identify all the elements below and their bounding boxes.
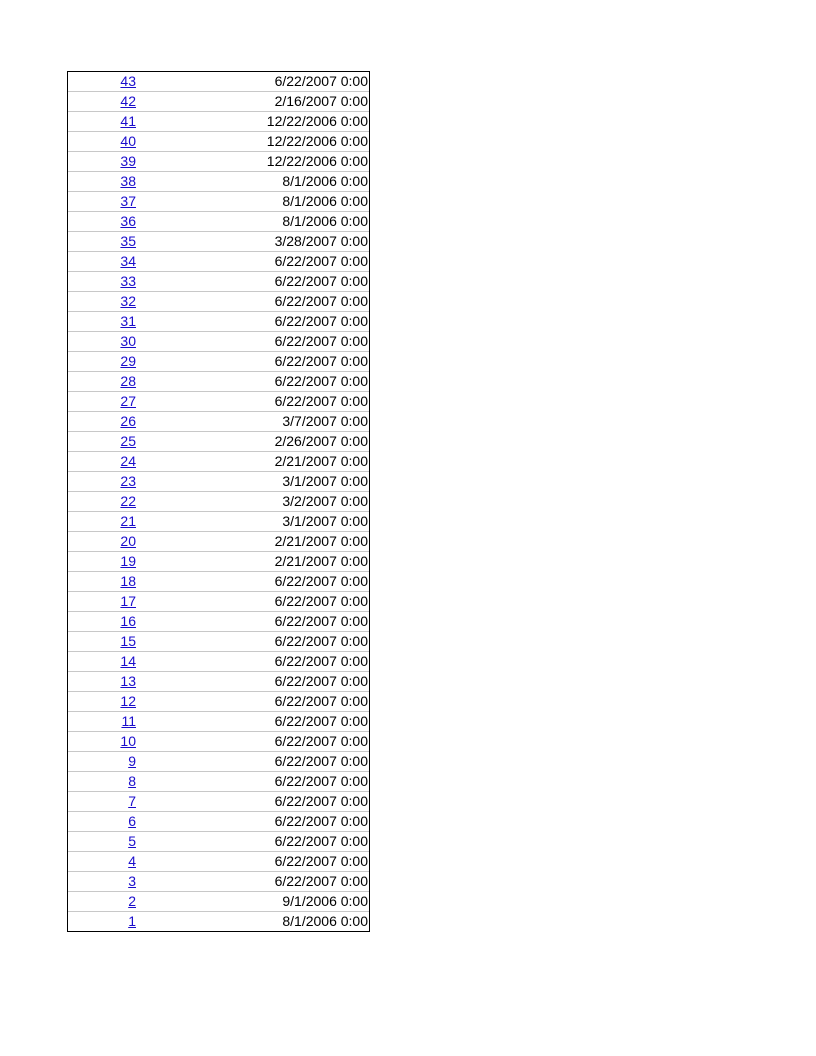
id-cell bbox=[68, 312, 137, 332]
record-id-link[interactable]: 37 bbox=[120, 193, 136, 209]
id-cell bbox=[68, 72, 137, 92]
record-id-link[interactable]: 30 bbox=[120, 333, 136, 349]
table-row bbox=[68, 572, 369, 592]
date-cell: 6/22/2007 0:00 bbox=[137, 772, 369, 792]
spreadsheet-table bbox=[67, 71, 370, 932]
date-cell: 2/21/2007 0:00 bbox=[137, 552, 369, 572]
record-id-link[interactable]: 12 bbox=[120, 693, 136, 709]
record-id-link[interactable]: 43 bbox=[120, 73, 136, 89]
table-row bbox=[68, 452, 369, 472]
date-cell: 12/22/2006 0:00 bbox=[137, 132, 369, 152]
record-id-link[interactable]: 38 bbox=[120, 173, 136, 189]
table-row bbox=[68, 532, 369, 552]
table-row bbox=[68, 812, 369, 832]
record-id-link[interactable]: 24 bbox=[120, 453, 136, 469]
table-body bbox=[68, 72, 369, 931]
table-row bbox=[68, 252, 369, 272]
table-row bbox=[68, 432, 369, 452]
record-id-link[interactable]: 29 bbox=[120, 353, 136, 369]
record-id-link[interactable]: 35 bbox=[120, 233, 136, 249]
record-id-link[interactable]: 13 bbox=[120, 673, 136, 689]
date-cell: 2/26/2007 0:00 bbox=[137, 432, 369, 452]
date-cell: 9/1/2006 0:00 bbox=[137, 892, 369, 912]
table-row bbox=[68, 512, 369, 532]
date-cell: 6/22/2007 0:00 bbox=[137, 872, 369, 892]
record-id-link[interactable]: 9 bbox=[128, 753, 136, 769]
id-cell bbox=[68, 632, 137, 652]
id-cell bbox=[68, 132, 137, 152]
id-cell bbox=[68, 112, 137, 132]
date-cell: 6/22/2007 0:00 bbox=[137, 612, 369, 632]
table-row bbox=[68, 832, 369, 852]
date-cell: 12/22/2006 0:00 bbox=[137, 152, 369, 172]
id-cell bbox=[68, 712, 137, 732]
date-cell: 6/22/2007 0:00 bbox=[137, 572, 369, 592]
table-row bbox=[68, 692, 369, 712]
id-cell bbox=[68, 452, 137, 472]
table-row bbox=[68, 72, 369, 92]
record-id-link[interactable]: 32 bbox=[120, 293, 136, 309]
record-id-link[interactable]: 33 bbox=[120, 273, 136, 289]
id-cell bbox=[68, 172, 137, 192]
date-cell: 6/22/2007 0:00 bbox=[137, 832, 369, 852]
record-id-link[interactable]: 8 bbox=[128, 773, 136, 789]
table-row bbox=[68, 212, 369, 232]
table-row bbox=[68, 672, 369, 692]
date-cell: 3/2/2007 0:00 bbox=[137, 492, 369, 512]
id-cell bbox=[68, 672, 137, 692]
table-row bbox=[68, 112, 369, 132]
date-cell: 6/22/2007 0:00 bbox=[137, 712, 369, 732]
id-cell bbox=[68, 472, 137, 492]
table-row bbox=[68, 132, 369, 152]
table-row bbox=[68, 92, 369, 112]
id-cell bbox=[68, 232, 137, 252]
date-cell: 6/22/2007 0:00 bbox=[137, 332, 369, 352]
table-row bbox=[68, 772, 369, 792]
date-cell: 6/22/2007 0:00 bbox=[137, 632, 369, 652]
table-row bbox=[68, 232, 369, 252]
table-row bbox=[68, 352, 369, 372]
record-id-link[interactable]: 11 bbox=[121, 713, 136, 729]
record-id-link[interactable]: 16 bbox=[120, 613, 136, 629]
record-id-link[interactable]: 10 bbox=[120, 733, 136, 749]
date-cell: 8/1/2006 0:00 bbox=[137, 212, 369, 232]
id-cell bbox=[68, 792, 137, 812]
record-id-link[interactable]: 22 bbox=[120, 493, 136, 509]
id-cell bbox=[68, 552, 137, 572]
table-row bbox=[68, 312, 369, 332]
date-cell: 6/22/2007 0:00 bbox=[137, 652, 369, 672]
id-cell bbox=[68, 392, 137, 412]
id-cell bbox=[68, 372, 137, 392]
record-id-link[interactable]: 25 bbox=[120, 433, 136, 449]
date-cell: 8/1/2006 0:00 bbox=[137, 172, 369, 192]
date-cell: 2/21/2007 0:00 bbox=[137, 452, 369, 472]
date-cell: 6/22/2007 0:00 bbox=[137, 312, 369, 332]
table-row bbox=[68, 472, 369, 492]
id-cell bbox=[68, 212, 137, 232]
table-row bbox=[68, 892, 369, 912]
id-cell bbox=[68, 592, 137, 612]
record-id-link[interactable]: 31 bbox=[120, 313, 136, 329]
id-cell bbox=[68, 532, 137, 552]
date-cell: 6/22/2007 0:00 bbox=[137, 732, 369, 752]
table-row bbox=[68, 292, 369, 312]
record-id-link[interactable]: 4 bbox=[128, 853, 136, 869]
id-cell bbox=[68, 612, 137, 632]
id-cell bbox=[68, 772, 137, 792]
record-id-link[interactable]: 17 bbox=[120, 593, 136, 609]
record-id-link[interactable]: 5 bbox=[128, 833, 136, 849]
id-cell bbox=[68, 332, 137, 352]
id-cell bbox=[68, 252, 137, 272]
date-cell: 3/7/2007 0:00 bbox=[137, 412, 369, 432]
record-id-link[interactable]: 2 bbox=[128, 893, 136, 909]
date-cell: 6/22/2007 0:00 bbox=[137, 792, 369, 812]
id-cell bbox=[68, 872, 137, 892]
id-cell bbox=[68, 752, 137, 772]
id-cell bbox=[68, 192, 137, 212]
date-cell: 6/22/2007 0:00 bbox=[137, 852, 369, 872]
record-id-link[interactable]: 20 bbox=[120, 533, 136, 549]
table-row bbox=[68, 412, 369, 432]
table-row bbox=[68, 192, 369, 212]
date-cell: 6/22/2007 0:00 bbox=[137, 752, 369, 772]
date-cell: 12/22/2006 0:00 bbox=[137, 112, 369, 132]
date-cell: 6/22/2007 0:00 bbox=[137, 812, 369, 832]
table-row bbox=[68, 392, 369, 412]
id-cell bbox=[68, 292, 137, 312]
record-id-link[interactable]: 28 bbox=[120, 373, 136, 389]
date-cell: 6/22/2007 0:00 bbox=[137, 372, 369, 392]
date-cell: 2/21/2007 0:00 bbox=[137, 532, 369, 552]
record-id-link[interactable]: 18 bbox=[120, 573, 136, 589]
table-row bbox=[68, 872, 369, 892]
table-row bbox=[68, 732, 369, 752]
id-cell bbox=[68, 732, 137, 752]
id-cell bbox=[68, 852, 137, 872]
id-cell bbox=[68, 352, 137, 372]
record-id-link[interactable]: 27 bbox=[120, 393, 136, 409]
table-row bbox=[68, 592, 369, 612]
id-cell bbox=[68, 492, 137, 512]
table-row bbox=[68, 632, 369, 652]
table-row bbox=[68, 272, 369, 292]
id-cell bbox=[68, 912, 137, 932]
date-cell: 6/22/2007 0:00 bbox=[137, 672, 369, 692]
record-id-link[interactable]: 39 bbox=[120, 153, 136, 169]
id-cell bbox=[68, 692, 137, 712]
id-cell bbox=[68, 812, 137, 832]
record-id-link[interactable]: 42 bbox=[120, 93, 136, 109]
table-row bbox=[68, 172, 369, 192]
table-row bbox=[68, 332, 369, 352]
date-cell: 6/22/2007 0:00 bbox=[137, 272, 369, 292]
date-cell: 3/28/2007 0:00 bbox=[137, 232, 369, 252]
date-cell: 3/1/2007 0:00 bbox=[137, 472, 369, 492]
table-row bbox=[68, 912, 369, 932]
record-id-link[interactable]: 14 bbox=[120, 653, 136, 669]
table-row bbox=[68, 752, 369, 772]
table-row bbox=[68, 612, 369, 632]
record-id-link[interactable]: 15 bbox=[120, 633, 136, 649]
table-row bbox=[68, 152, 369, 172]
id-cell bbox=[68, 272, 137, 292]
date-cell: 3/1/2007 0:00 bbox=[137, 512, 369, 532]
date-cell: 6/22/2007 0:00 bbox=[137, 392, 369, 412]
record-id-link[interactable]: 40 bbox=[120, 133, 136, 149]
table-row bbox=[68, 372, 369, 392]
table-row bbox=[68, 712, 369, 732]
record-id-link[interactable]: 34 bbox=[120, 253, 136, 269]
id-cell bbox=[68, 152, 137, 172]
record-id-link[interactable]: 6 bbox=[128, 813, 136, 829]
id-cell bbox=[68, 432, 137, 452]
record-id-link[interactable]: 23 bbox=[120, 473, 136, 489]
id-cell bbox=[68, 892, 137, 912]
record-id-link[interactable]: 36 bbox=[120, 213, 136, 229]
date-cell: 2/16/2007 0:00 bbox=[137, 92, 369, 112]
date-cell: 6/22/2007 0:00 bbox=[274, 73, 368, 89]
id-cell bbox=[68, 512, 137, 532]
id-cell bbox=[68, 832, 137, 852]
table-row bbox=[68, 792, 369, 812]
record-id-link[interactable]: 26 bbox=[120, 413, 136, 429]
date-cell: 8/1/2006 0:00 bbox=[137, 912, 369, 932]
record-id-link[interactable]: 3 bbox=[128, 873, 136, 889]
table-row bbox=[68, 492, 369, 512]
date-cell: 6/22/2007 0:00 bbox=[137, 592, 369, 612]
id-cell bbox=[68, 92, 137, 112]
record-id-link[interactable]: 7 bbox=[128, 793, 136, 809]
date-cell: 6/22/2007 0:00 bbox=[137, 252, 369, 272]
date-cell: 8/1/2006 0:00 bbox=[137, 192, 369, 212]
records-table bbox=[68, 72, 369, 931]
table-row bbox=[68, 852, 369, 872]
date-cell: 6/22/2007 0:00 bbox=[137, 692, 369, 712]
record-id-link[interactable]: 21 bbox=[120, 513, 136, 529]
record-id-link[interactable]: 41 bbox=[120, 113, 136, 129]
table-row bbox=[68, 552, 369, 572]
record-id-link[interactable]: 1 bbox=[128, 913, 136, 929]
table-row bbox=[68, 652, 369, 672]
id-cell bbox=[68, 572, 137, 592]
date-cell: 6/22/2007 0:00 bbox=[137, 352, 369, 372]
id-cell bbox=[68, 652, 137, 672]
record-id-link[interactable]: 19 bbox=[120, 553, 136, 569]
date-cell: 6/22/2007 0:00 bbox=[137, 292, 369, 312]
id-cell bbox=[68, 412, 137, 432]
